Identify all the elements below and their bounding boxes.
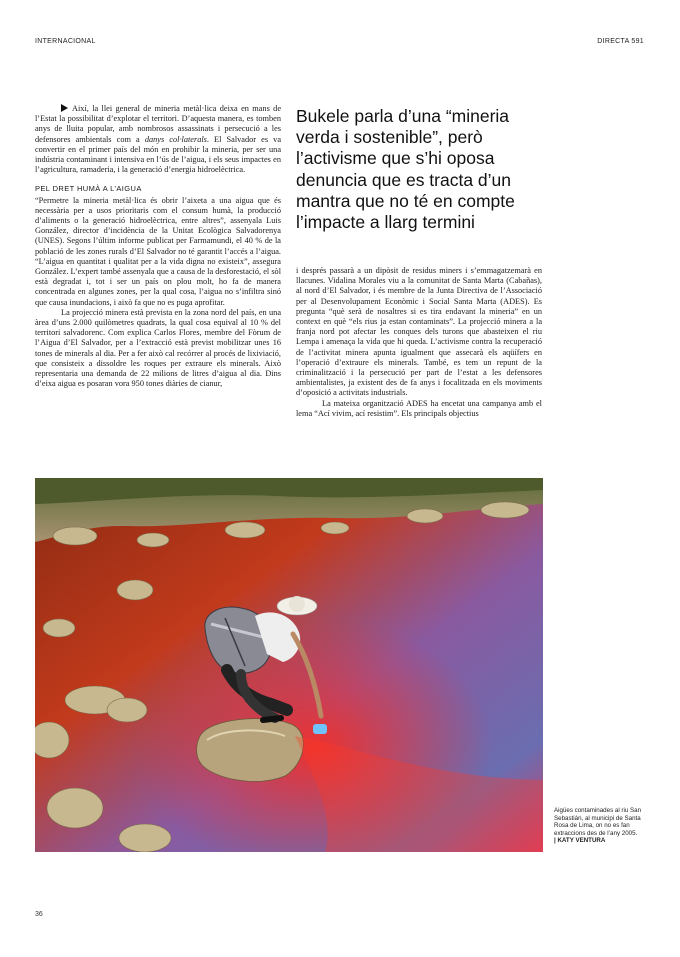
river-photo xyxy=(35,478,543,852)
left-column xyxy=(35,104,281,389)
photo-caption xyxy=(554,807,654,845)
right-paragraph-2: La mateixa organització ADES ha encetat una campanya amb el lema “Ací vivim, ací resistim”. Els principals objectius xyxy=(296,398,542,418)
photo-credit: | KATY VENTURA xyxy=(554,837,606,845)
section-subhead: PEL DRET HUMÀ A L’AIGUA xyxy=(35,184,142,194)
caption-text: Aigües contaminades al riu San Sebastián, al municipi de Santa Rosa de Lima, on no es fan extraccions des de l’any 2005. xyxy=(554,807,642,837)
right-paragraph-1: i després passarà a un dipòsit de residus miners i s’emmagatzemarà en llacunes. Vidalina Morales viu a la comunitat de Santa Marta (Cabañas), al nord d’El Salvador, i és membre de la Junta Directiva de l’Associació per al Desenvolupament Econòmic i Social Santa Marta (ADES). Es pregunta “què serà de nosaltres si es tira endavant la mineria” en un context en què “els rius ja estan contaminats”. La projecció minera a la franja nord pot afectar les conques dels turons que abasteixen el riu Lempa i amenaça la vida que hi queda. L’activisme contra la recuperació de l’activitat minera apunta igualment que assecarà els aqüífers en l’operació d’extraure els minerals. També, es tem un repunt de la criminalització i la persecució per part de l’estat a les defensores ambientalistes, ja existent des de fa anys i focalitzada en els moviments d’oposició a activitats industrials. xyxy=(296,266,542,398)
right-column xyxy=(296,266,542,419)
publication-issue: DIRECTA 591 xyxy=(597,38,644,45)
left-paragraph-3: La projecció minera està prevista en la zona nord del país, en una àrea d’uns 2.000 quilòmetres quadrats, la qual cosa equival al 10 % del territori salvadorenc. Com explica Carlos Flores, membre del Fòrum de l’Aigua d’El Salvador, per a l’extracció està previst mobilitzar unes 16 tones de minerals al dia. Per a fer això cal recórrer al procés de lixiviació, que consisteix a dissoldre les roques per extraure els minerals. Això representaria una demanda de 22 milions de litres d’aigua al dia. Dins d’eixa aigua es posaran vora 950 tones diàries de cianur, xyxy=(35,307,281,389)
intro-text-a: Així, la llei general de mineria metàl·lica deixa en mans de l’Estat la possibilitat d’explotar el territori. D’aquesta manera, es tomben anys de lluita popular, amb nombrosos assassinats i persecució a les defensores ambientals com a xyxy=(35,104,281,144)
pull-quote: Bukele parla d’una “mineria verda i sostenible”, però l’activisme que s’hi oposa denuncia que es tracta d’un mantra que no té en compte l’impacte a llarg termini xyxy=(296,106,515,233)
section-label: INTERNACIONAL xyxy=(35,38,96,45)
page-number: 36 xyxy=(35,911,43,918)
intro-paragraph xyxy=(35,104,281,175)
left-paragraph-2: “Permetre la mineria metàl·lica és obrir l’aixeta a una aigua que és necessària per a usos prioritaris com el consum humà, la producció d’aliments o la generació hidroelèctrica, entre altres”, assenyala Luis González, director d’incidència de la Unitat Ecològica Salvadorenya (UNES). Segons l’últim informe publicat per Farmamundi, el 40 % de la població de les zones rurals d’El Salvador no té garantit l’accés a l’aigua. “L’aigua en quantitat i qualitat per a la vida digna no existeix”, assegura González. L’expert també assenyala que a causa de la desforestació, el sòl està degradat i, tot i ser un país on plou molt, ho fa de manera concentrada en algunes zones, per la qual cosa, l’aigua no s’infiltra sinó que causa inundacions, i això fa que no es puga aprofitar. xyxy=(35,195,281,307)
article-marker-icon xyxy=(61,104,68,112)
intro-emphasis: danys col·laterals xyxy=(144,134,207,144)
intro-text-b: . El Salvador es va convertir en el primer país del món en prohibir la mineria, per ser una indústria contaminant i intensiva en l’ús de l’aigua, i els seus impactes en l’agricultura, ramaderia, i la generació d’energia hidroelèctrica. xyxy=(35,134,282,175)
